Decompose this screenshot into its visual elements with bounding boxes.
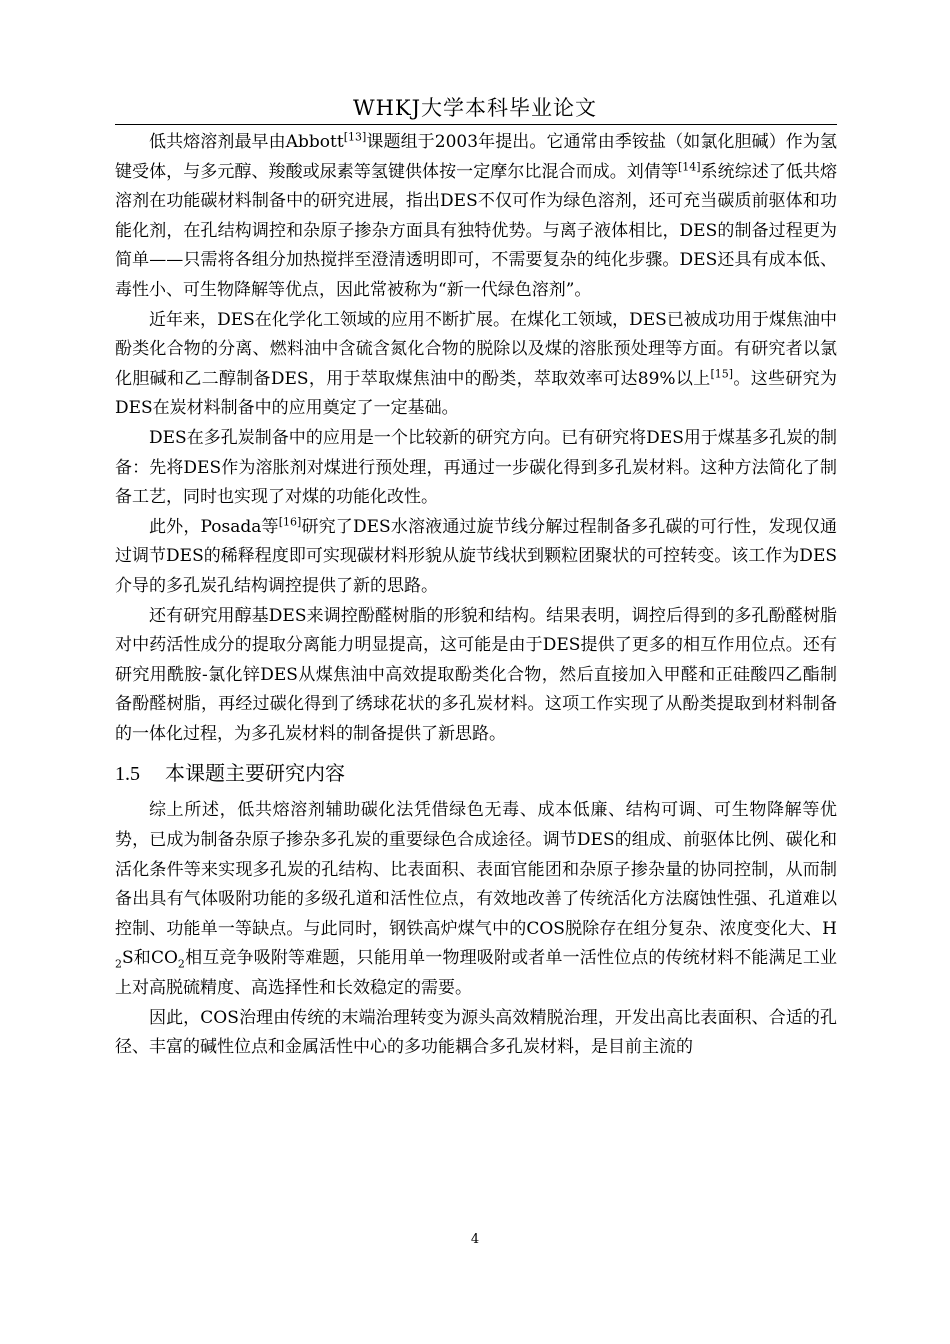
section-heading <box>115 755 837 792</box>
section-title: 本课题主要研究内容 <box>165 761 345 786</box>
paragraph-conclusion: 因此，COS治理由传统的末端治理转变为源头高效精脱治理，开发出高比表面积、合适的孔径、丰富的碱性位点和金属活性中心的多功能耦合多孔炭材料，是目前主流的 <box>115 1007 837 1058</box>
section-number: 1.5 <box>115 763 140 786</box>
page-number: 4 <box>470 1232 480 1247</box>
page-body <box>115 128 837 1063</box>
citation: [14] <box>677 159 701 173</box>
subscript: 2 <box>177 957 185 971</box>
header-rule <box>115 124 837 125</box>
citation: [15] <box>710 367 734 381</box>
citation: [16] <box>278 515 302 529</box>
header-title: WHKJ大学本科毕业论文 <box>352 96 597 120</box>
paragraph-des-porous-carbon: DES在多孔炭制备中的应用是一个比较新的研究方向。已有研究将DES用于煤基多孔炭的制备：先将DES作为溶胀剂对煤进行预处理，再通过一步碳化得到多孔炭材料。这种方法简化了制备工艺，同时也实现了对煤的功能化改性。 <box>115 427 837 508</box>
paragraph-des-intro: 低共熔溶剂最早由Abbott[13]课题组于2003年提出。它通常由季铵盐（如氯化胆碱）作为氢键受体，与多元醇、羧酸或尿素等氢键供体按一定摩尔比混合而成。刘倩等[14]系统综述了低共熔溶剂在功能碳材料制备中的研究进展，指出DES不仅可作为绿色溶剂，还可充当碳质前驱体和功能化剂，在孔结构调控和杂原子掺杂方面具有独特优势。与离子液体相比，DES的制备过程更为简单——只需将各组分加热搅拌至澄清透明即可，不需要复杂的纯化步骤。DES还具有成本低、毒性小、可生物降解等优点，因此常被称为“新一代绿色溶剂”。 <box>115 130 838 300</box>
running-header <box>115 92 835 124</box>
paragraph-posada: 此外，Posada等[16]研究了DES水溶液通过旋节线分解过程制备多孔碳的可行性，发现仅通过调节DES的稀释程度即可实现碳材料形貌从旋节线状到颗粒团聚状的可控转变。该工作为DES介导的多孔炭孔结构调控提供了新的思路。 <box>115 515 837 596</box>
paragraph-des-applications: 近年来，DES在化学化工领域的应用不断扩展。在煤化工领域，DES已被成功用于煤焦油中酚类化合物的分离、燃料油中含硫含氮化合物的脱除以及煤的溶胀预处理等方面。有研究者以氯化胆碱和乙二醇制备DES，用于萃取煤焦油中的酚类，萃取效率可达89%以上[15]。这些研究为DES在炭材料制备中的应用奠定了一定基础。 <box>115 309 837 419</box>
subscript: 2 <box>115 957 122 971</box>
paragraph-summary: 综上所述，低共熔溶剂辅助碳化法凭借绿色无毒、成本低廉、结构可调、可生物降解等优势，已成为制备杂原子掺杂多孔炭的重要绿色合成途径。调节DES的组成、前驱体比例、碳化和活化条件等来实现多孔炭的孔结构、比表面积、表面官能团和杂原子掺杂量的协同控制，从而制备出具有气体吸附功能的多级孔道和活性位点，有效地改善了传统活化方法腐蚀性强、孔道难以控制、功能单一等缺点。与此同时，钢铁高炉煤气中的COS脱除存在组分复杂、浓度变化大、$H_2S$和$CO_2$相互竞争吸附等难题，只能用单一物理吸附或者单一活性位点的传统材料不能满足工业上对高脱硫精度、高选择性和长效稳定的需要。 <box>115 800 838 999</box>
citation: [13] <box>343 130 367 144</box>
paragraph-phenolic-resin: 还有研究用醇基DES来调控酚醛树脂的形貌和结构。结果表明，调控后得到的多孔酚醛树脂对中药活性成分的提取分离能力明显提高，这可能是由于DES提供了更多的相互作用位点。还有研究用酰胺-氯化锌DES从煤焦油中高效提取酚类化合物，然后直接加入甲醛和正硅酸四乙酯制备酚醛树脂，再经过碳化得到了绣球花状的多孔炭材料。这项工作实现了从酚类提取到材料制备的一体化过程，为多孔炭材料的制备提供了新思路。 <box>115 605 837 744</box>
